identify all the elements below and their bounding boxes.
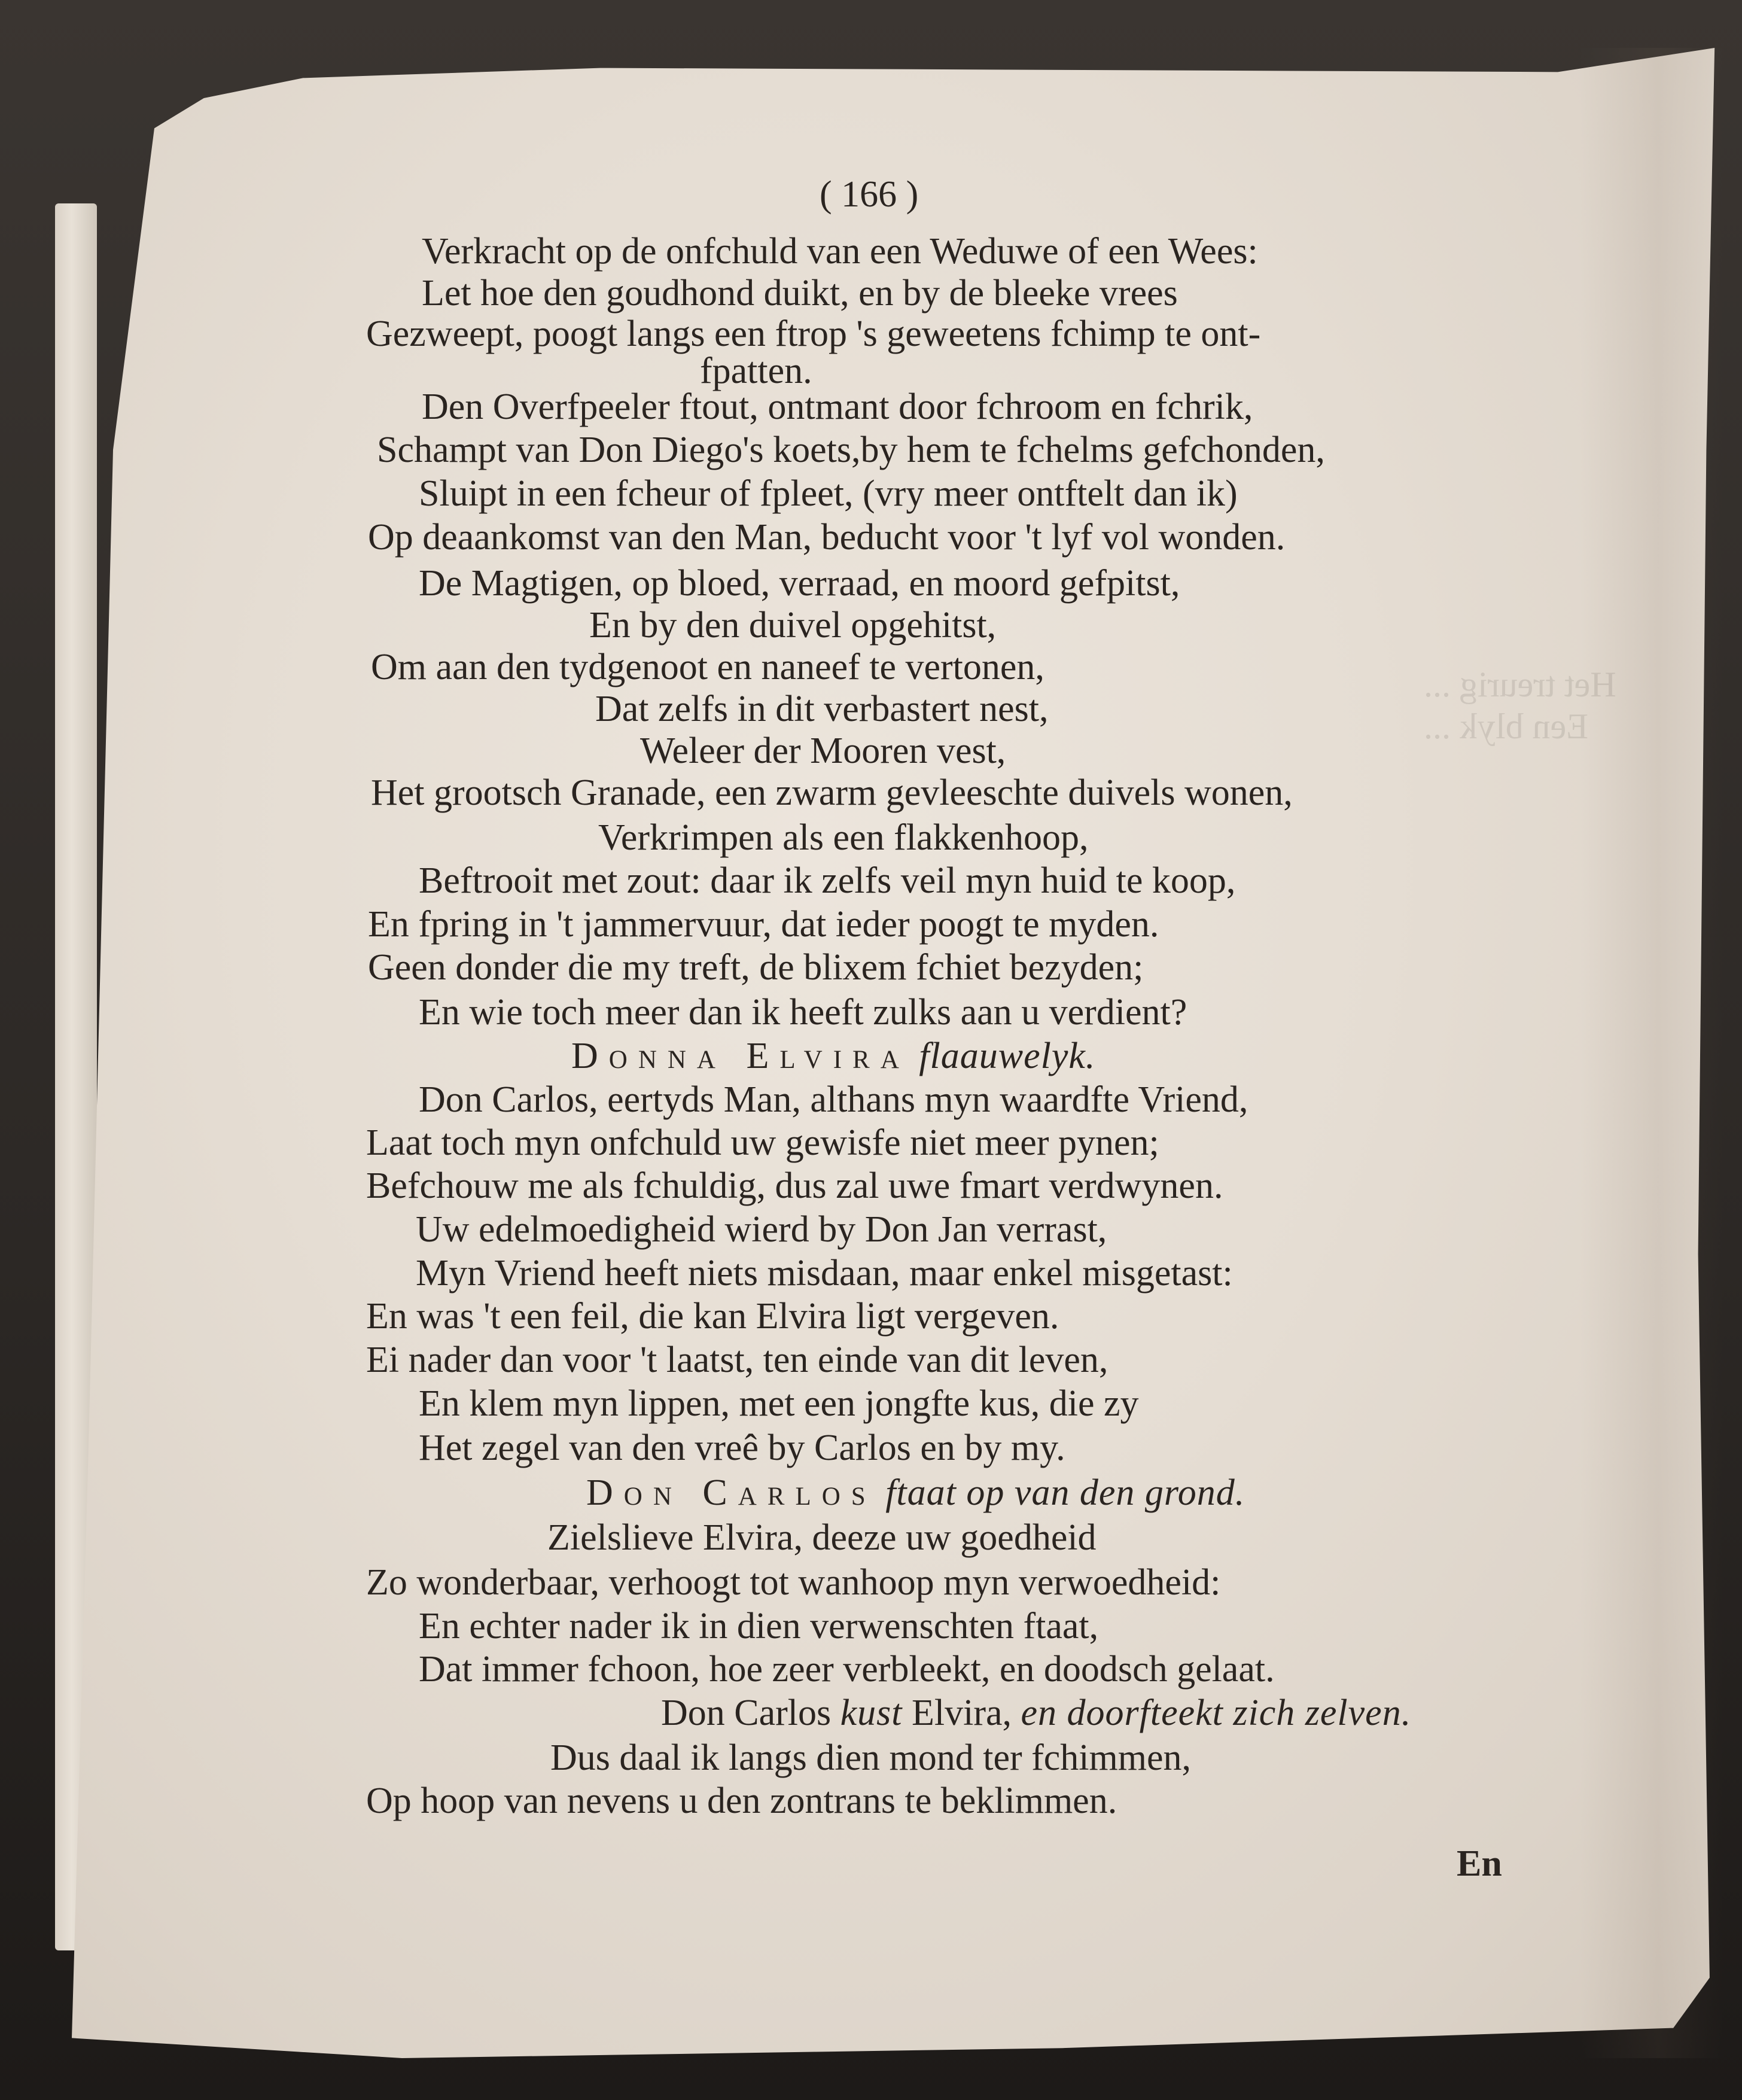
verse-line: Myn Vriend heeft niets misdaan, maar enkel misgetast:: [416, 1253, 1233, 1294]
page-number: ( 166 ): [820, 174, 919, 215]
verse-line: Op hoop van nevens u den zontrans te beklimmen.: [366, 1781, 1117, 1821]
verse-line: En was 't een feil, die kan Elvira ligt vergeven.: [366, 1296, 1059, 1337]
verse-line: Dat immer fchoon, hoe zeer verbleekt, en doodsch gelaat.: [419, 1649, 1275, 1690]
verse-line: En echter nader ik in dien verwenschten ftaat,: [419, 1606, 1099, 1646]
verse-line: Het grootsch Granade, een zwarm gevleeschte duivels wonen,: [371, 772, 1293, 813]
stage-direction-don-carlos: [586, 1472, 1245, 1514]
speaker-name: Don Carlos: [661, 1693, 832, 1733]
verse-line: Het zegel van den vreê by Carlos en by my.: [419, 1428, 1065, 1468]
verse-line: Zo wonderbaar, verhoogt tot wanhoop myn verwoedheid:: [366, 1562, 1221, 1603]
verse-line: fpatten.: [700, 351, 812, 391]
verse-line: Befchouw me als fchuldig, dus zal uwe fmart verdwynen.: [366, 1165, 1223, 1206]
verse-line: Dat zelfs in dit verbastert nest,: [595, 689, 1049, 729]
verse-line: Om aan den tydgenoot en naneef te vertonen,: [371, 647, 1044, 687]
verse-line: Gezweept, poogt langs een ftrop 's geweetens fchimp te ont-: [366, 314, 1261, 354]
verse-line: En klem myn lippen, met een jongfte kus, die zy: [419, 1383, 1139, 1424]
verse-line: Let hoe den goudhond duikt, en by de bleeke vrees: [422, 273, 1178, 314]
verse-line: Verkracht op de onfchuld van een Weduwe of een Wees:: [422, 231, 1258, 272]
verse-line: Op deaankomst van den Man, beducht voor 't lyf vol wonden.: [368, 517, 1286, 558]
verse-line: De Magtigen, op bloed, verraad, en moord gefpitst,: [419, 563, 1180, 604]
verse-line: Laat toch myn onfchuld uw gewisfe niet meer pynen;: [366, 1122, 1159, 1163]
speaker-name: Donna Elvira: [571, 1036, 910, 1076]
stage-direction-kiss: [661, 1692, 1411, 1734]
verse-line: Weleer der Mooren vest,: [640, 731, 1006, 771]
verse-line: En by den duivel opgehitst,: [589, 605, 997, 646]
direction-name: Elvira,: [912, 1693, 1012, 1733]
speaker-name: Don Carlos: [586, 1472, 876, 1513]
verse-line: Uw edelmoedigheid wierd by Don Jan verrast,: [416, 1209, 1107, 1250]
verse-line: En fpring in 't jammervuur, dat ieder poogt te myden.: [368, 904, 1159, 945]
verse-line: Geen donder die my treft, de blixem fchiet bezyden;: [368, 947, 1144, 988]
verse-line: Don Carlos, eertyds Man, althans myn waardfte Vriend,: [419, 1079, 1248, 1120]
verse-line: Sluipt in een fcheur of fpleet, (vry meer ontftelt dan ik): [419, 473, 1238, 514]
verse-line: Verkrimpen als een flakkenhoop,: [598, 817, 1089, 858]
direction-text: en doorfteekt zich zelven.: [1021, 1693, 1412, 1733]
verse-line: Den Overfpeeler ftout, ontmant door fchroom en fchrik,: [422, 386, 1253, 427]
stage-direction-donna-elvira: [571, 1035, 1095, 1078]
verse-line: Dus daal ik langs dien mond ter fchimmen,: [550, 1737, 1191, 1778]
direction-text: flaauwelyk.: [919, 1036, 1096, 1076]
direction-text: kust: [840, 1693, 903, 1733]
verse-line: Schampt van Don Diego's koets,by hem te fchelms gefchonden,: [377, 430, 1325, 470]
verse-line: Zielslieve Elvira, deeze uw goedheid: [547, 1517, 1097, 1558]
verse-line: En wie toch meer dan ik heeft zulks aan u verdient?: [419, 992, 1187, 1033]
direction-text: ftaat op van den grond.: [885, 1472, 1245, 1513]
verse-line: Ei nader dan voor 't laatst, ten einde van dit leven,: [366, 1340, 1108, 1380]
verse-line: Beftrooit met zout: daar ik zelfs veil myn huid te koop,: [419, 860, 1236, 901]
catchword: En: [1457, 1843, 1502, 1884]
